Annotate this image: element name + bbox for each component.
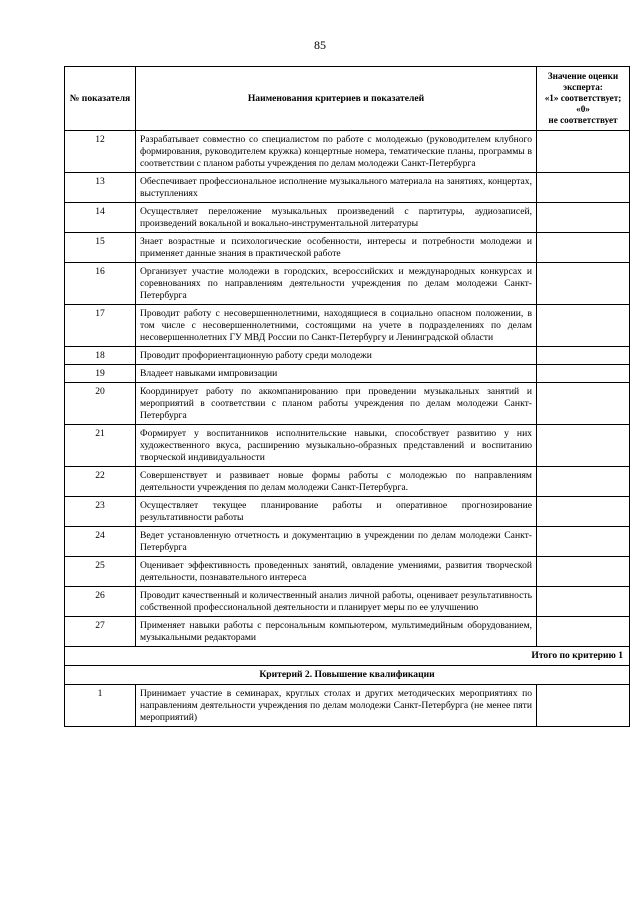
- row-criterion-text: Ведет установленную отчетность и документацию в учреждении по делам молодежи Санкт-Петербурга: [136, 527, 537, 557]
- header-score-line: «0»: [576, 104, 590, 114]
- table-row: [65, 497, 630, 527]
- header-number: № показателя: [65, 67, 136, 131]
- row-number: 13: [65, 173, 136, 203]
- section-row: [65, 666, 630, 685]
- row-criterion-text: Разрабатывает совместно со специалистом по работе с молодежью (руководителем клубного формирования, руководителем кружка) концертные номера, тематические планы, программы в соответствии с планом работы учреждения по делам молодежи Санкт-Петербурга: [136, 131, 537, 173]
- score-cell[interactable]: [537, 383, 630, 425]
- table-row: [65, 347, 630, 365]
- header-score: [537, 67, 630, 131]
- row-criterion-text: Оценивает эффективность проведенных занятий, овладение умениями, развития творческой деятельности, познавательного интереса: [136, 557, 537, 587]
- row-criterion-text: Совершенствует и развивает новые формы работы с молодежью по направлениям деятельности учреждения по делам молодежи Санкт-Петербурга.: [136, 467, 537, 497]
- table-row: [65, 233, 630, 263]
- row-criterion-text: Осуществляет переложение музыкальных произведений с партитуры, аудиозаписей, произведений вокальной и вокально-инструментальной литературы: [136, 203, 537, 233]
- row-number: 17: [65, 305, 136, 347]
- table-row: [65, 467, 630, 497]
- header-score-line: не соответствует: [548, 115, 618, 125]
- table-row: [65, 173, 630, 203]
- row-criterion-text: Проводит качественный и количественный анализ личной работы, оценивает результативность собственной профессиональной деятельности и планирует меры по ее улучшению: [136, 587, 537, 617]
- score-cell[interactable]: [537, 365, 630, 383]
- table-row: [65, 365, 630, 383]
- row-criterion-text: Осуществляет текущее планирование работы и оперативное прогнозирование результативности работы: [136, 497, 537, 527]
- score-cell[interactable]: [537, 263, 630, 305]
- score-cell[interactable]: [537, 203, 630, 233]
- table-row: [65, 305, 630, 347]
- score-cell[interactable]: [537, 557, 630, 587]
- score-cell[interactable]: [537, 131, 630, 173]
- header-name: Наименования критериев и показателей: [136, 67, 537, 131]
- row-number: 21: [65, 425, 136, 467]
- score-cell[interactable]: [537, 467, 630, 497]
- page-number: 85: [314, 38, 326, 52]
- row-number: 20: [65, 383, 136, 425]
- row-number: 14: [65, 203, 136, 233]
- row-number: 18: [65, 347, 136, 365]
- score-cell[interactable]: [537, 497, 630, 527]
- table-row: [65, 383, 630, 425]
- table-header-row: [65, 67, 630, 131]
- table-row: [65, 263, 630, 305]
- score-cell[interactable]: [537, 527, 630, 557]
- row-number: 1: [65, 685, 136, 727]
- header-score-line: Значение оценки: [547, 71, 619, 81]
- row-number: 24: [65, 527, 136, 557]
- table-row: [65, 527, 630, 557]
- section-2-title: Критерий 2. Повышение квалификации: [65, 666, 630, 685]
- row-criterion-text: Применяет навыки работы с персональным компьютером, мультимедийным оборудованием, музыкальными редакторами: [136, 617, 537, 647]
- total-row: [65, 647, 630, 666]
- row-number: 22: [65, 467, 136, 497]
- row-criterion-text: Обеспечивает профессиональное исполнение музыкального материала на занятиях, концертах, выступлениях: [136, 173, 537, 203]
- table-row: [65, 131, 630, 173]
- score-cell[interactable]: [537, 425, 630, 467]
- row-number: 12: [65, 131, 136, 173]
- row-criterion-text: Владеет навыками импровизации: [136, 365, 537, 383]
- table-row: [65, 557, 630, 587]
- row-criterion-text: Проводит профориентационную работу среди молодежи: [136, 347, 537, 365]
- row-criterion-text: Знает возрастные и психологические особенности, интересы и потребности молодежи и применяет данные знания в практической работе: [136, 233, 537, 263]
- row-criterion-text: Формирует у воспитанников исполнительские навыки, способствует развитию у них художественного вкуса, расширению музыкально-образных представлений и воспитанию творческой индивидуальности: [136, 425, 537, 467]
- row-number: 15: [65, 233, 136, 263]
- row-criterion-text: Координирует работу по аккомпанированию при проведении музыкальных занятий и мероприятий в соответствии с планом работы учреждения по делам молодежи Санкт-Петербурга: [136, 383, 537, 425]
- score-cell[interactable]: [537, 587, 630, 617]
- score-cell[interactable]: [537, 685, 630, 727]
- table-row: [65, 685, 630, 727]
- row-number: 25: [65, 557, 136, 587]
- row-criterion-text: Организует участие молодежи в городских, всероссийских и международных конкурсах и соревнованиях по направлениям деятельности учреждения по делам молодежи Санкт-Петербурга: [136, 263, 537, 305]
- table-row: [65, 203, 630, 233]
- row-criterion-text: Принимает участие в семинарах, круглых столах и других методических мероприятиях по направлениям деятельности учреждения по делам молодежи Санкт-Петербурга (не менее пяти мероприятий): [136, 685, 537, 727]
- score-cell[interactable]: [537, 305, 630, 347]
- row-number: 26: [65, 587, 136, 617]
- criteria-2-rows: [65, 685, 630, 727]
- header-score-line: эксперта:: [563, 82, 603, 92]
- criteria-rows: [65, 131, 630, 647]
- table-row: [65, 587, 630, 617]
- table-row: [65, 425, 630, 467]
- criteria-table: [64, 66, 630, 727]
- row-number: 16: [65, 263, 136, 305]
- total-label: Итого по критерию 1: [65, 647, 630, 666]
- score-cell[interactable]: [537, 173, 630, 203]
- score-cell[interactable]: [537, 347, 630, 365]
- table-row: [65, 617, 630, 647]
- row-number: 27: [65, 617, 136, 647]
- row-criterion-text: Проводит работу с несовершеннолетними, находящиеся в социально опасном положении, в том числе с несовершеннолетними, состоящими на учете в подразделениях по делам несовершеннолетних ГУ МВД России по Санкт-Петербургу и Ленинградской области: [136, 305, 537, 347]
- score-cell[interactable]: [537, 617, 630, 647]
- row-number: 19: [65, 365, 136, 383]
- row-number: 23: [65, 497, 136, 527]
- score-cell[interactable]: [537, 233, 630, 263]
- header-score-line: «1» соответствует;: [544, 93, 622, 103]
